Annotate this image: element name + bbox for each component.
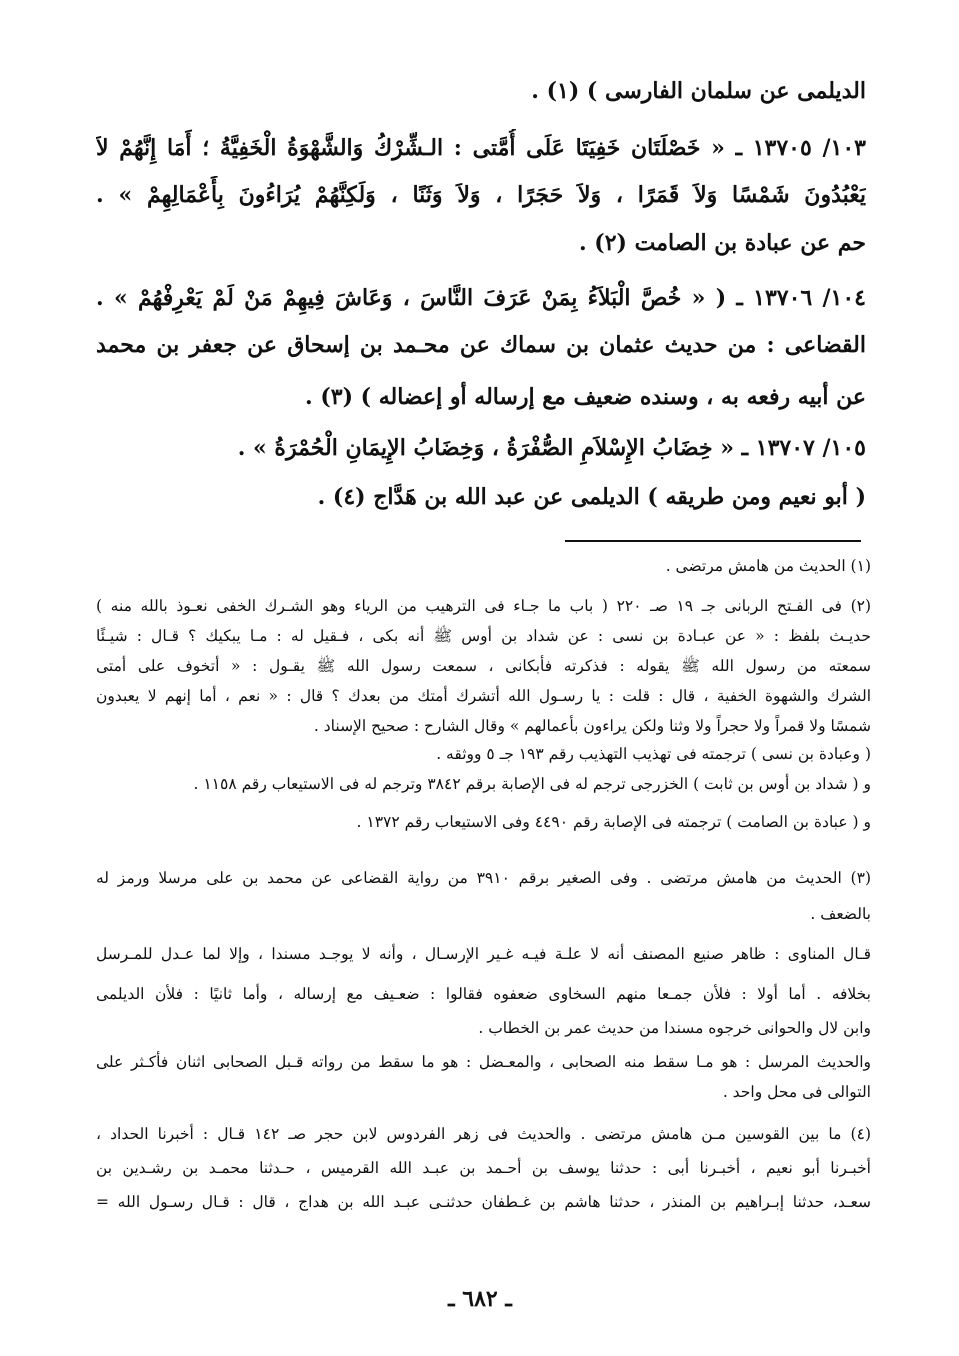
hadith-104-source-line-2: عن أبيه رفعه به ، وسنده ضعيف مع إرساله أو إعضاله ) (٣) . bbox=[305, 384, 866, 410]
page-number: ـ ٦٨٢ ـ bbox=[448, 1286, 512, 1312]
footnote-3-line: التوالى فى محل واحد . bbox=[722, 1083, 871, 1101]
footnote-divider bbox=[565, 540, 861, 542]
hadith-104-source-line-1: القضاعى : من حديث عثمان بن سماك عن محـمد بن إسحاق عن جعفر بن محمد bbox=[96, 332, 866, 358]
footnote-3-line: وابن لال والحوانى خرجوه مسندا من حديث عمر بن الخطاب . bbox=[478, 1019, 871, 1037]
hadith-103-line-2: يَعْبُدُونَ شَمْسًا وَلاَ قَمَرًا ، وَلاَ حَجَرًا ، وَلاَ وَثَنًا ، وَلَكِنَّهُمْ يُرَاءُونَ بِأَعْمَالِهِمْ » . bbox=[96, 182, 866, 208]
hadith-104-line-1: ١٠٤/ ١٣٧٠٦ ـ ( « خُصَّ الْبَلاَءُ بِمَنْ عَرَفَ النَّاسَ ، وَعَاشَ فِيهِمْ مَنْ لَمْ يَعْرِفْهُمْ » . bbox=[96, 285, 866, 311]
footnote-2-line: (٢) فى الفـتح الربانى جـ ١٩ صـ ٢٢٠ ( باب ما جـاء فى الترهيب من الرياء وهو الشـرك الخفى نعـوذ بالله منه ) bbox=[96, 597, 871, 615]
footnote-2-line: سمعته من رسول الله ﷺ يقوله : فذكرته فأبكانى ، سمعت رسول الله ﷺ يقـول : « أتخوف على أمتى bbox=[96, 657, 871, 675]
footnote-4-line: سعـد، حدثنا إبـراهيم بن المنذر ، حدثنا هاشم بن غـطفان حدثنـى عبـد الله بن هداج ، قال : قـال رسـول الله = bbox=[96, 1193, 871, 1211]
hadith-105-source: ( أبو نعيم ومن طريقه ) الديلمى عن عبد الله بن هَدَّاج (٤) . bbox=[317, 484, 866, 510]
footnote-4-line: أخبـرنا أبو نعيم ، أخبـرنا أبى : حدثنا يوسف بن أحـمد بن عبـد الله القرميس ، حـدثنا محمـد بن رشـدين بن bbox=[96, 1159, 871, 1177]
footnote-2-line: ( وعبادة بن نسى ) ترجمته فى تهذيب التهذيب رقم ١٩٣ جـ ٥ ووثقه . bbox=[436, 745, 871, 763]
footnote-2-line: الشرك والشهوة الخفية ، قال : قلت : يا رسـول الله أتشرك أمتك من بعدك ؟ قال : « نعم ، أما إنهم لا يعبدون bbox=[96, 687, 871, 705]
footnote-4-line: (٤) ما بين القوسين مـن هامش مرتضى . والحديث فى زهر الفردوس لابن حجر صـ ١٤٢ قـال : أخبرنا الحداد ، bbox=[96, 1125, 871, 1143]
footnote-2-line: شمسًا ولا قمراً ولا حجراً ولا وثنا ولكن يراءون بأعمالهم » وقال الشارح : صحيح الإسناد . bbox=[313, 717, 871, 735]
footnote-2-line: و ( شداد بن أوس بن ثابت ) الخزرجى ترجم له فى الإصابة برقم ٣٨٤٢ وترجم له فى الاستيعاب رقم ١١٥٨ . bbox=[193, 775, 871, 793]
footnote-2-line: حديـث بلفظ : « عن عبـادة بن نسى : عن شداد بن أوس ﷺ أنه بكى ، فـقيل له : مـا يبكيك ؟ قـال : شيـئًا bbox=[96, 627, 871, 645]
footnote-3-line: بالضعف . bbox=[810, 905, 871, 923]
hadith-103-source: حم عن عبادة بن الصامت (٢) . bbox=[578, 230, 866, 256]
footnote-2-line: و ( عبادة بن الصامت ) ترجمته فى الإصابة رقم ٤٤٩٠ وفى الاستيعاب رقم ١٣٧٢ . bbox=[356, 813, 871, 831]
main-line: الديلمى عن سلمان الفارسى ) (١) . bbox=[531, 78, 866, 104]
footnote-3-line: (٣) الحديث من هامش مرتضى . وفى الصغير برقم ٣٩١٠ من رواية القضاعى عن محمد بن على مرسلا ورمز له bbox=[96, 869, 871, 887]
footnote-3-line: والحديث المرسل : هو مـا سقط منه الصحابى ، والمعـضل : هو ما سقط من رواته قـبل الصحابى اثنان فأكـثر على bbox=[96, 1053, 871, 1071]
hadith-105-line-1: ١٠٥/ ١٣٧٠٧ ـ « خِضَابُ الإِسْلاَمِ الصُّفْرَةُ ، وَخِضَابُ الإِيمَانِ الْحُمْرَةُ » . bbox=[237, 435, 866, 461]
footnote-3-line: قـال المناوى : ظاهر صنيع المصنف أنه لا علـة فيـه غـير الإرسـال ، وأنه لا يوجـد مسندا ، وإلا لما عـدل للمـرسل bbox=[96, 945, 871, 963]
hadith-103-line-1: ١٠٣/ ١٣٧٠٥ ـ « خَصْلَتَان خَفِيَتَا عَلَى أُمَّتى : الـشِّرْكُ وَالشَّهْوَةُ الْخَفِيَّةُ ؛ أَمَا إِنَّهُمْ لاَ bbox=[96, 135, 866, 161]
footnote-1: (١) الحديث من هامش مرتضى . bbox=[665, 557, 871, 575]
footnote-3-line: بخلافه . أما أولا : فلأن جمـعا منهم السخاوى ضعفوه فقالوا : ضعـيف مع إرساله ، وأما ثانيًا : فلأن الديلمى bbox=[96, 985, 871, 1003]
